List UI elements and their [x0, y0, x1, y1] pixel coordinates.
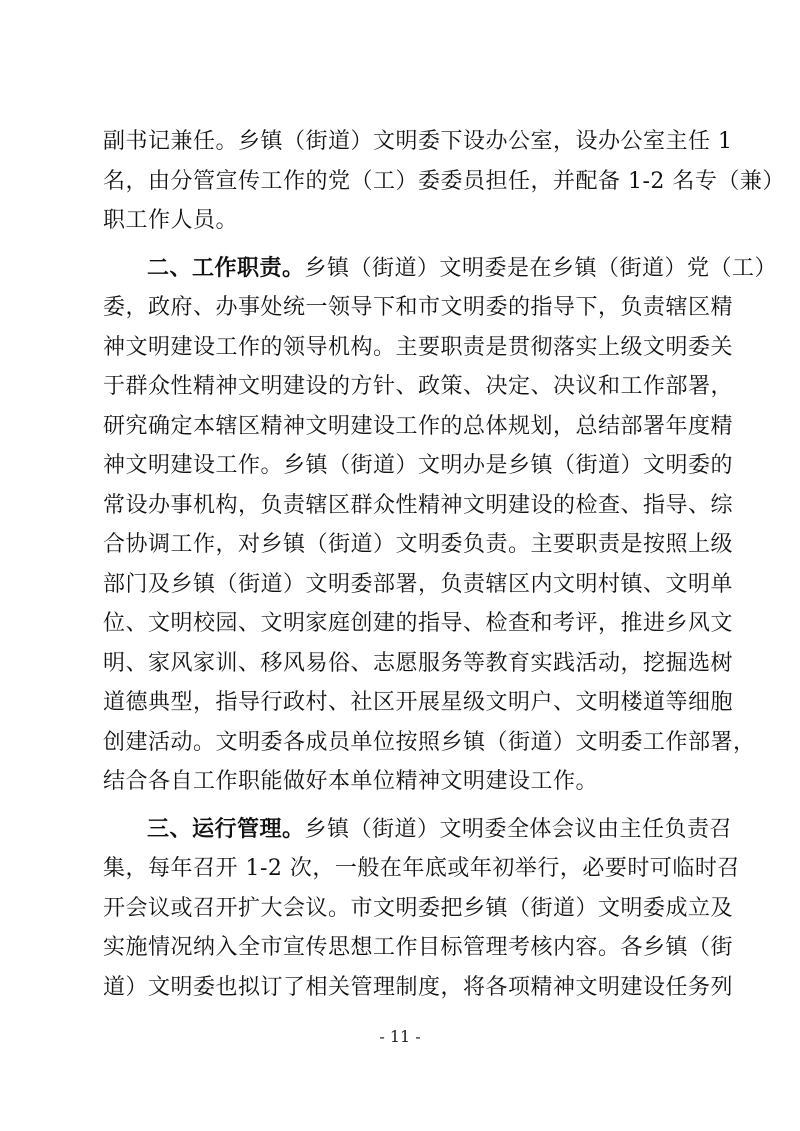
paragraph-1-line-3: 职工作人员。: [103, 208, 239, 233]
paragraph-3-line-1-text: 乡镇（街道）文明委全体会议由主任负责召: [304, 816, 733, 842]
paragraph-1-line-2: 名，由分管宣传工作的党（工）委委员担任，并配备 1-2 名专（兼）: [103, 168, 785, 194]
paragraph-2-line-3: 神文明建设工作的领导机构。主要职责是贯彻落实上级文明委关: [103, 334, 734, 360]
page-number: - 11 -: [379, 1027, 421, 1046]
paragraph-2-line-9: 部门及乡镇（街道）文明委部署，负责辖区内文明村镇、文明单: [103, 571, 734, 597]
paragraph-2-line-1-text: 乡镇（街道）文明委是在乡镇（街道）党（工）: [304, 255, 778, 281]
section-heading-duties: 二、工作职责。: [147, 255, 305, 281]
paragraph-2-line-7: 常设办事机构，负责辖区群众性精神文明建设的检查、指导、综: [103, 492, 734, 518]
paragraph-2-line-12: 道德典型，指导行政村、社区开展星级文明户、文明楼道等细胞: [103, 690, 734, 715]
paragraph-2-line-2: 委，政府、办事处统一领导下和市文明委的指导下，负责辖区精: [103, 295, 734, 320]
paragraph-2-line-5: 研究确定本辖区精神文明建设工作的总体规划，总结部署年度精: [103, 413, 734, 439]
paragraph-3-line-3: 开会议或召开扩大会议。市文明委把乡镇（街道）文明委成立及: [103, 895, 734, 921]
paragraph-gap: [103, 241, 703, 249]
paragraph-2-line-6: 神文明建设工作。乡镇（街道）文明办是乡镇（街道）文明委的: [103, 453, 734, 478]
paragraph-2-line-14: 结合各自工作职能做好本单位精神文明建设工作。: [103, 769, 599, 794]
paragraph-2-line-10: 位、文明校园、文明家庭创建的指导、检查和考评，推进乡风文: [103, 611, 734, 636]
paragraph-3-line-2: 集，每年召开 1-2 次，一般在年底或年初举行，必要时可临时召: [103, 856, 740, 881]
section-heading-operation: 三、运行管理。: [147, 816, 305, 842]
paragraph-3-line-5: 道）文明委也拟订了相关管理制度，将各项精神文明建设任务列: [103, 974, 734, 1000]
paragraph-2-line-1: [103, 249, 778, 289]
paragraph-3-line-1: [103, 810, 733, 850]
paragraph-2-line-13: 创建活动。文明委各成员单位按照乡镇（街道）文明委工作部署，: [103, 729, 756, 755]
paragraph-1-line-1: 副书记兼任。乡镇（街道）文明委下设办公室，设办公室主任 1: [103, 129, 733, 154]
body-text: [103, 122, 785, 1007]
paragraph-2-line-4: 于群众性精神文明建设的方针、政策、决定、决议和工作部署，: [103, 374, 734, 399]
paragraph-3-line-4: 实施情况纳入全市宣传思想工作目标管理考核内容。各乡镇（街: [103, 935, 734, 960]
paragraph-2-line-8: 合协调工作，对乡镇（街道）文明委负责。主要职责是按照上级: [103, 532, 734, 557]
paragraph-gap: [103, 802, 703, 810]
paragraph-2-line-11: 明、家风家训、移风易俗、志愿服务等教育实践活动，挖掘选树: [103, 650, 734, 676]
